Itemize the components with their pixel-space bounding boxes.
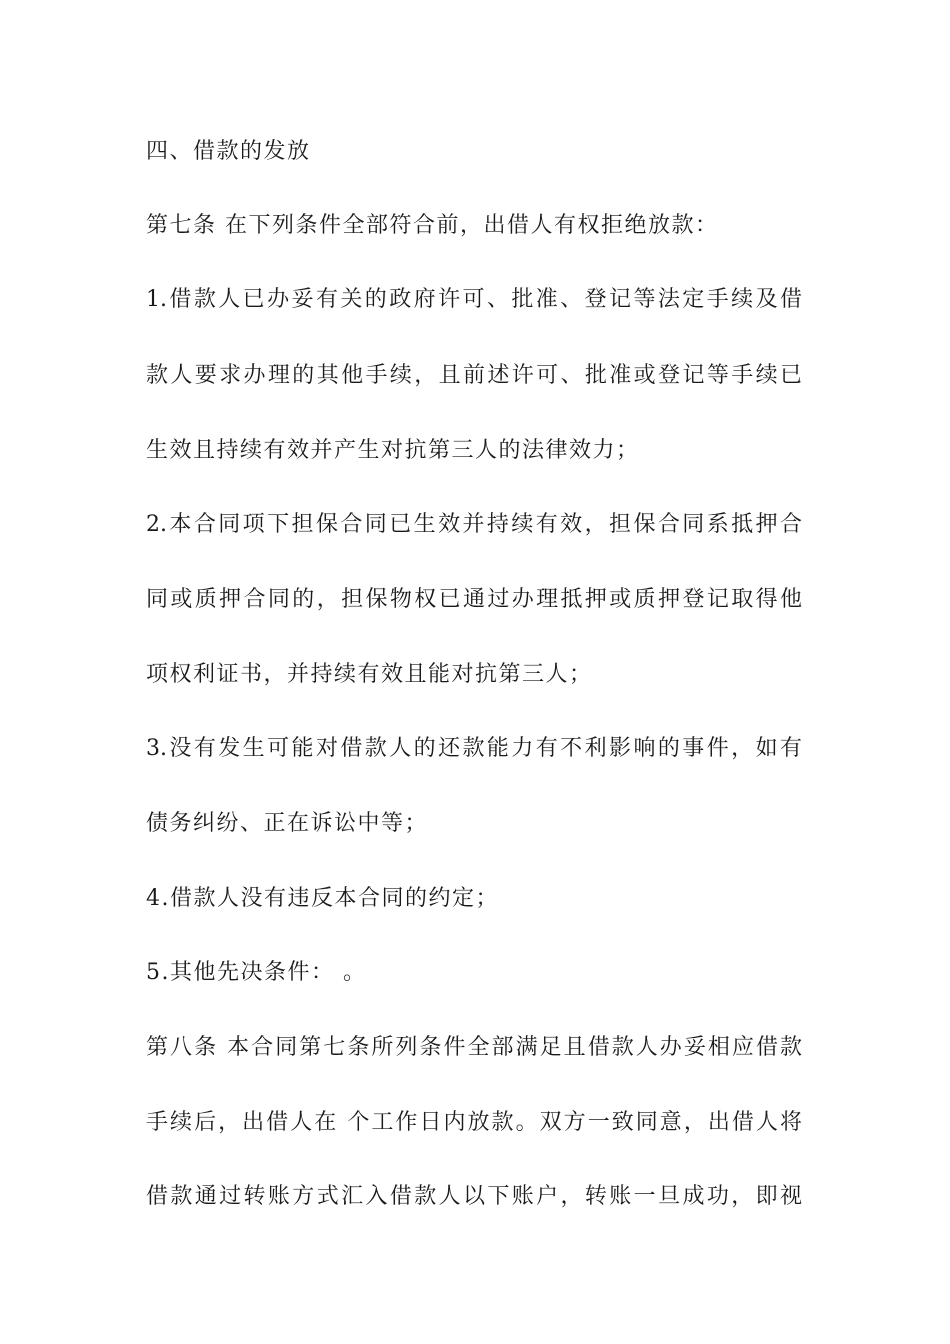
item-4-line-1: 4.借款人没有违反本合同的约定； — [146, 886, 499, 911]
item-1-line-2: 款人要求办理的其他手续，且前述许可、批准或登记等手续已 — [146, 363, 802, 388]
item-1-line-3: 生效且持续有效并产生对抗第三人的法律效力； — [146, 438, 640, 463]
article-8-line-1: 第八条 本合同第七条所列条件全部满足且借款人办妥相应借款 — [146, 1035, 802, 1060]
article-7-intro: 第七条 在下列条件全部符合前，出借人有权拒绝放款： — [146, 213, 719, 238]
item-3-line-1: 3.没有发生可能对借款人的还款能力有不利影响的事件，如有 — [146, 736, 802, 761]
article-8-line-3: 借款通过转账方式汇入借款人以下账户，转账一旦成功，即视 — [146, 1184, 802, 1209]
item-5-line-1: 5.其他先决条件： 。 — [146, 960, 367, 985]
item-2-line-1: 2.本合同项下担保合同已生效并持续有效，担保合同系抵押合 — [146, 512, 802, 537]
article-8-line-2: 手续后，出借人在 个工作日内放款。双方一致同意，出借人将 — [146, 1110, 802, 1135]
item-2-line-2: 同或质押合同的，担保物权已通过办理抵押或质押登记取得他 — [146, 587, 802, 612]
item-1-line-1: 1.借款人已办妥有关的政府许可、批准、登记等法定手续及借 — [146, 287, 802, 312]
section-heading: 四、借款的发放 — [146, 139, 311, 164]
item-2-line-3: 项权利证书，并持续有效且能对抗第三人； — [146, 662, 593, 687]
item-3-line-2: 债务纠纷、正在诉讼中等； — [146, 811, 429, 836]
